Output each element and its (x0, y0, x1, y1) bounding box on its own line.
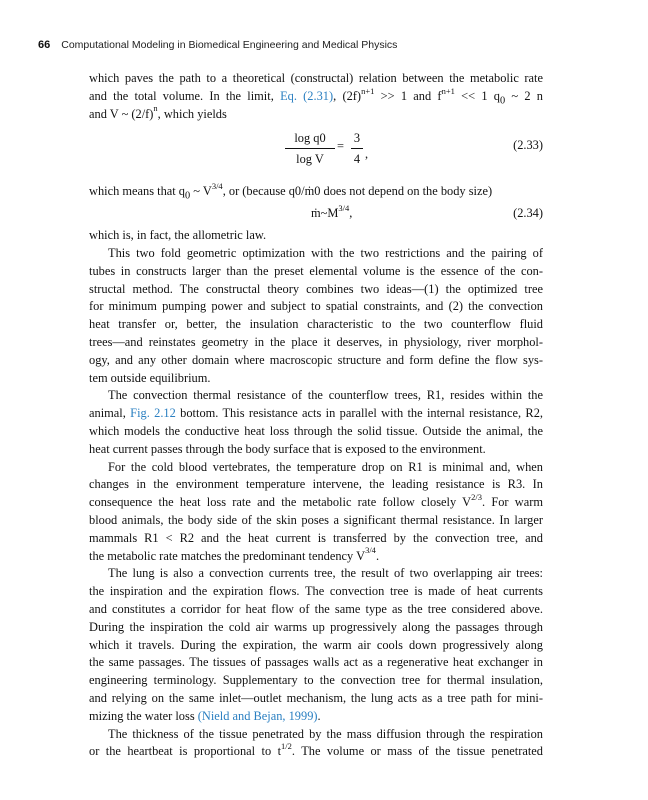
equation-comma: , (365, 147, 369, 162)
text-line (89, 708, 543, 726)
citation-link[interactable]: (Nield and Bejan, 1999) (197, 708, 318, 723)
fraction-numerator: 3 (353, 131, 361, 146)
text-line: ogy, and any other domain where macroscopic structure and form define the flow sys- (89, 352, 543, 367)
main-text (89, 70, 543, 761)
superscript: 3/4 (365, 545, 376, 556)
equation-2-34 (89, 201, 543, 227)
text-line (89, 743, 543, 761)
subscript: 0 (185, 190, 191, 202)
text-span: , (2f) (333, 88, 362, 103)
text-line: engineering terminology. Supplementary to the convection tree for thermal insulation, (89, 673, 543, 688)
text-span: . (375, 548, 380, 563)
text-line: heat transfer or, better, the insulation characteristic to the two counterflow fluid (89, 317, 543, 332)
equation-expression (311, 203, 353, 221)
text-line (89, 103, 543, 124)
text-line: for minimum pumping power and subject to spatial constraints, and (2) the convection (89, 299, 543, 314)
text-line: trees—and reinstates geometry in the place it deserves, in physiology, river morphol- (89, 334, 543, 349)
text-line: The lung is also a convection currents tree, the result of two overlapping air trees: (108, 566, 543, 581)
text-line (89, 183, 543, 201)
text-span: and V ~ (2/f) (89, 106, 154, 121)
text-span: and the total volume. In the limit, (89, 88, 274, 103)
text-span: bottom. This resistance acts in parallel with the internal resistance, R2, (175, 406, 543, 421)
text-line: heat current passes through the body surface that is exposed to the environment. (89, 441, 486, 456)
fraction-denominator: log V (296, 152, 324, 167)
text-span: . The volume or mass of the tissue penetrated (291, 744, 544, 759)
text-span: >> 1 and f (374, 88, 442, 103)
superscript: n+1 (441, 85, 455, 96)
running-title: Computational Modeling in Biomedical Engineering and Medical Physics (61, 39, 398, 51)
text-line: mammals R1 < R2 and the heat current is transferred by the convection tree, and (89, 530, 543, 545)
text-line: blood animals, the body side of the skin poses a significant thermal resistance. In larger (89, 512, 543, 527)
superscript: 2/3 (471, 492, 482, 503)
equation-number: (2.34) (513, 206, 543, 221)
text-line: and constitutes a corridor for heat flow of the same type as the tree considered above. (89, 601, 543, 616)
text-span: ~ 2 n (505, 88, 544, 103)
text-span: consequence the heat loss rate and the metabolic rate follow closely V (89, 495, 472, 510)
subscript: 0 (499, 95, 506, 107)
equation-fraction-right (351, 129, 363, 168)
text-line: the same passages. The tissues of passages walls act as a regenerative heat exchanger in (89, 655, 543, 670)
text-line: The thickness of the tissue penetrated by the mass diffusion through the respiration (108, 726, 543, 741)
text-line: For the cold blood vertebrates, the temperature drop on R1 is minimal and, when (108, 459, 543, 474)
superscript: n (153, 103, 158, 114)
running-header (38, 39, 598, 55)
text-line: tem outside equilibrium. (89, 370, 211, 385)
equation-2-33 (89, 123, 543, 183)
text-span: ~ V (190, 184, 212, 199)
text-span: the metabolic rate matches the predominant tendency V (89, 548, 366, 563)
fraction-denominator: 4 (353, 152, 361, 167)
text-line: The convection thermal resistance of the counterflow trees, R1, resides within the (108, 388, 543, 403)
text-span: , which yields (157, 106, 227, 121)
text-span: animal, (89, 406, 126, 421)
text-span: which means that q (89, 184, 186, 199)
equation-link[interactable]: Eq. (2.31) (280, 88, 334, 103)
text-line: which it travels. During the expiration, the warm air cools down progressively along (89, 637, 543, 652)
text-line (89, 405, 543, 423)
text-span: or the heartbeat is proportional to t (89, 744, 282, 759)
text-line: which is, in fact, the allometric law. (89, 228, 267, 243)
superscript: n+1 (361, 85, 375, 96)
equation-comma: , (349, 206, 353, 221)
equation-number: (2.33) (513, 138, 543, 153)
equation-fraction (285, 129, 335, 168)
text-line: and relying on the same inlet—outlet mechanism, the lung acts as a tree path for mini- (89, 690, 543, 705)
text-span: << 1 q (454, 88, 500, 103)
text-line: changes in the environment temperature intervene, the leading resistance is R3. In (89, 477, 543, 492)
text-span: . For warm (482, 495, 543, 510)
fraction-bar (351, 148, 363, 149)
fraction-numerator: log q0 (294, 131, 326, 146)
superscript: 3/4 (211, 181, 223, 192)
text-line (89, 545, 543, 566)
text-span: mizing the water loss (89, 708, 195, 723)
text-line: the inspiration and the expiration flows. The convection tree is made of heat currents (89, 584, 543, 599)
equation-text: ṁ~M (311, 206, 339, 221)
page-number: 66 (38, 39, 51, 51)
text-line (89, 494, 543, 512)
figure-link[interactable]: Fig. 2.12 (130, 406, 176, 421)
text-line: which models the conductive heat loss through the solid tissue. Outside the animal, the (89, 423, 543, 438)
text-line: During the inspiration the cold air warms up progressively along the passages through (89, 619, 543, 634)
text-span: , or (because q0/ṁ0 does not depend on the body size) (222, 184, 493, 199)
text-line: structal method. The constructal theory combines two ideas—(1) the optimized tree (89, 281, 543, 296)
fraction-bar (285, 148, 335, 149)
superscript: 1/2 (281, 741, 292, 752)
equals-sign: = (337, 139, 344, 154)
text-line: which paves the path to a theoretical (constructal) relation between the metabolic rate (89, 71, 543, 85)
text-span: . (317, 708, 321, 723)
text-line: tubes in constructs larger than the preset elemental volume is the essence of the con- (89, 263, 543, 278)
superscript: 3/4 (338, 203, 350, 214)
text-line: This two fold geometric optimization with the two restrictions and the pairing of (108, 245, 543, 260)
